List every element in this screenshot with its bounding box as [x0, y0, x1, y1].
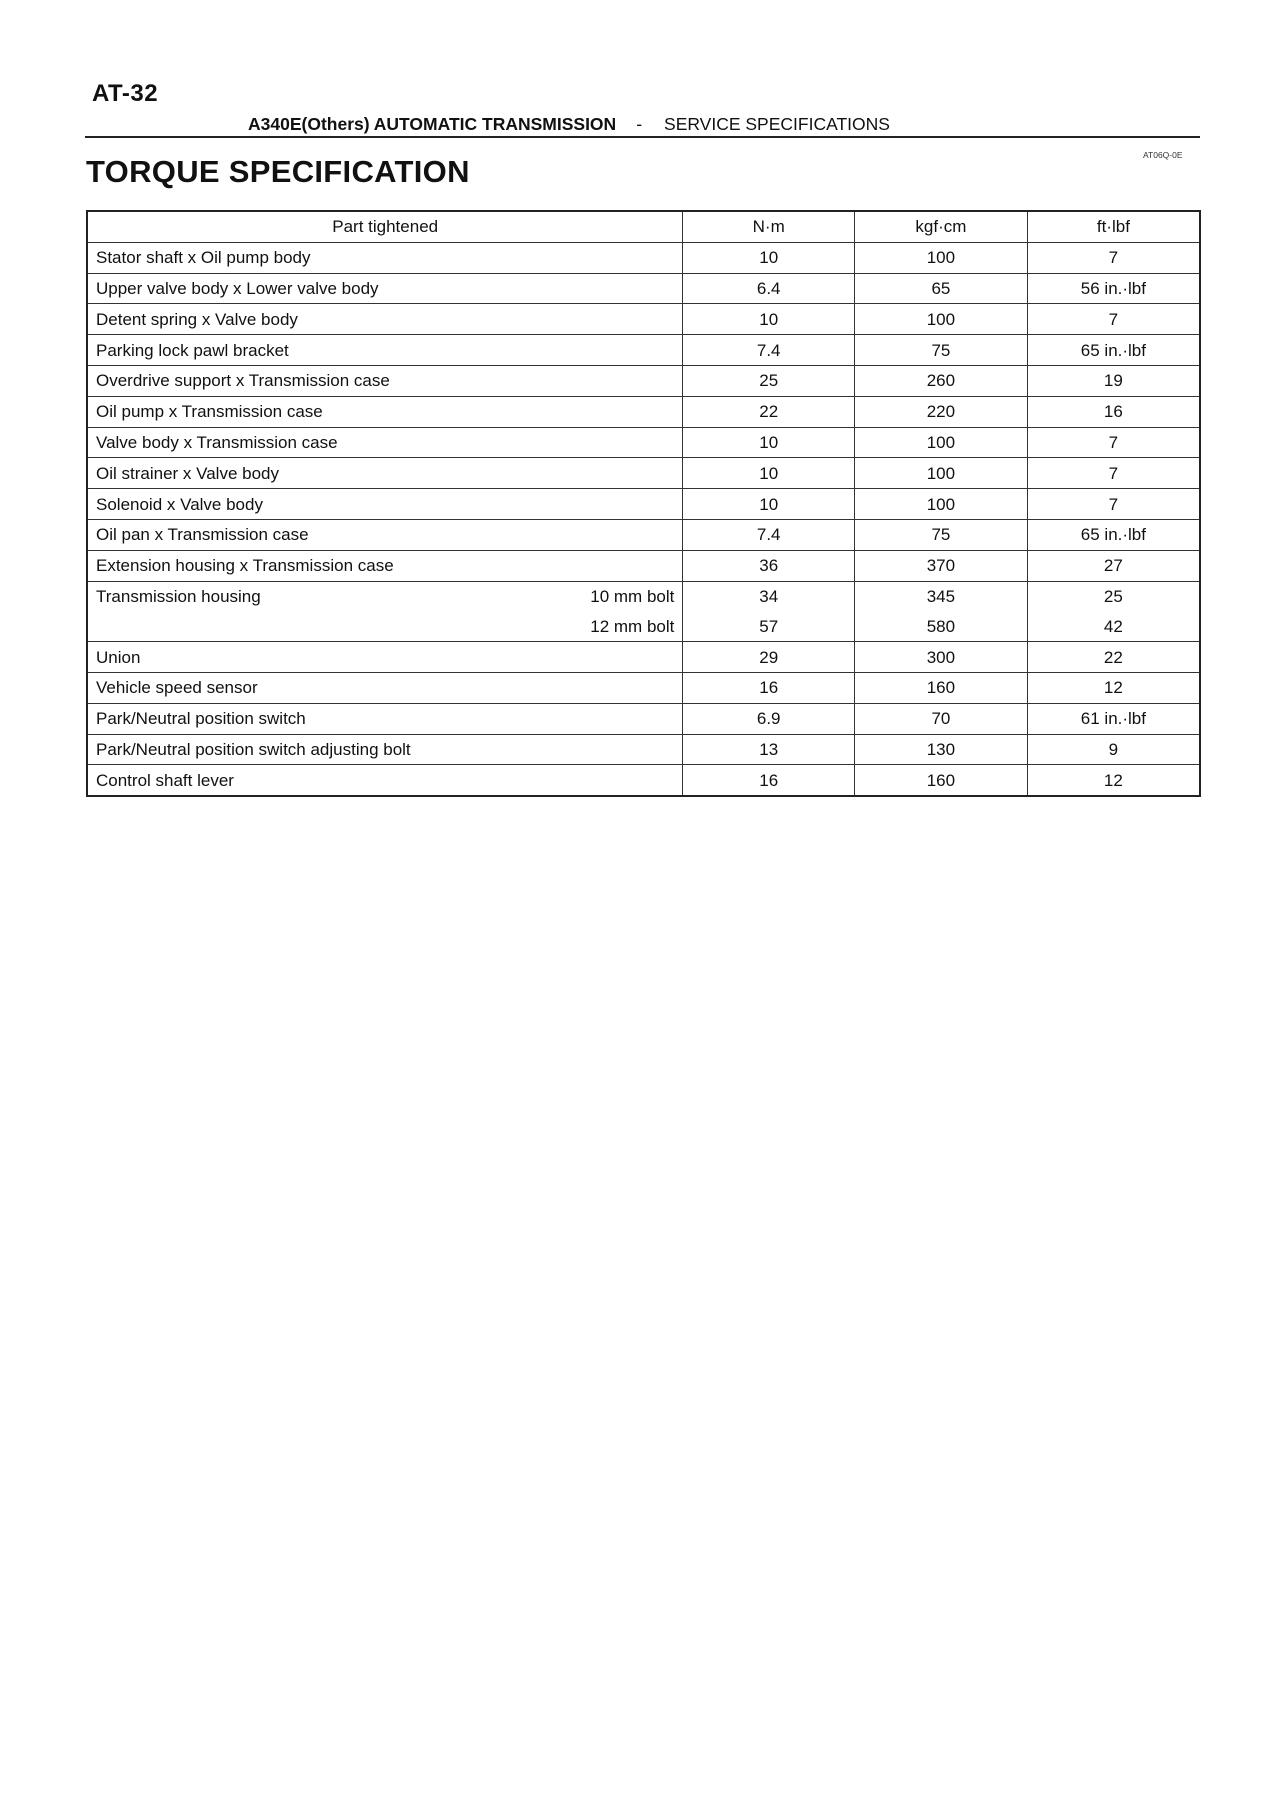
nm-cell: 10: [683, 489, 855, 520]
kgf-cell: 100: [855, 489, 1028, 520]
kgf-cell: 100: [855, 304, 1028, 335]
ft-cell: 56 in.·lbf: [1027, 273, 1200, 304]
table-row-transmission-housing-10mm: [87, 581, 1200, 611]
part-cell: [87, 581, 683, 611]
header-ft-lbf: ft·lbf: [1027, 211, 1200, 242]
part-split: [96, 588, 674, 605]
part-cell: Extension housing x Transmission case: [87, 550, 683, 581]
kgf-cell: 300: [855, 642, 1028, 673]
part-cell: Control shaft lever: [87, 765, 683, 796]
table-row: [87, 458, 1200, 489]
ft-cell: 27: [1027, 550, 1200, 581]
nm-cell: 7.4: [683, 335, 855, 366]
kgf-cell: 580: [855, 611, 1028, 641]
header-rule: [85, 136, 1200, 138]
part-cell: Vehicle speed sensor: [87, 672, 683, 703]
part-cell: Solenoid x Valve body: [87, 489, 683, 520]
nm-cell: 34: [683, 581, 855, 611]
nm-cell: 57: [683, 611, 855, 641]
ft-cell: 9: [1027, 734, 1200, 765]
part-cell: Detent spring x Valve body: [87, 304, 683, 335]
nm-cell: 10: [683, 427, 855, 458]
table-row: [87, 304, 1200, 335]
header-section: SERVICE SPECIFICATIONS: [664, 114, 890, 134]
ft-cell: 42: [1027, 611, 1200, 641]
header-part-tightened: Part tightened: [87, 211, 683, 242]
table-row: [87, 489, 1200, 520]
part-cell: Oil pan x Transmission case: [87, 519, 683, 550]
kgf-cell: 100: [855, 458, 1028, 489]
ft-cell: 16: [1027, 396, 1200, 427]
part-cell: Union: [87, 642, 683, 673]
kgf-cell: 370: [855, 550, 1028, 581]
table-row: [87, 273, 1200, 304]
nm-cell: 6.9: [683, 703, 855, 734]
table-row: [87, 672, 1200, 703]
kgf-cell: 100: [855, 427, 1028, 458]
header-nm: N·m: [683, 211, 855, 242]
kgf-cell: 260: [855, 365, 1028, 396]
ft-cell: 61 in.·lbf: [1027, 703, 1200, 734]
table-row: [87, 365, 1200, 396]
nm-cell: 36: [683, 550, 855, 581]
nm-cell: 10: [683, 458, 855, 489]
part-cell: Parking lock pawl bracket: [87, 335, 683, 366]
nm-cell: 10: [683, 242, 855, 273]
ft-cell: 7: [1027, 304, 1200, 335]
part-cell: Stator shaft x Oil pump body: [87, 242, 683, 273]
table-row: [87, 519, 1200, 550]
header-separator: -: [636, 114, 643, 134]
part-cell: Overdrive support x Transmission case: [87, 365, 683, 396]
table-row: [87, 396, 1200, 427]
table-row: [87, 703, 1200, 734]
ft-cell: 12: [1027, 672, 1200, 703]
part-cell: [87, 611, 683, 641]
part-cell: Oil pump x Transmission case: [87, 396, 683, 427]
kgf-cell: 70: [855, 703, 1028, 734]
torque-table: [86, 210, 1201, 797]
table-row: [87, 642, 1200, 673]
table-row: [87, 734, 1200, 765]
part-name: Transmission housing: [96, 586, 261, 606]
page-number: AT-32: [92, 80, 159, 107]
ft-cell: 7: [1027, 489, 1200, 520]
kgf-cell: 65: [855, 273, 1028, 304]
table-row: [87, 765, 1200, 796]
ft-cell: 22: [1027, 642, 1200, 673]
nm-cell: 29: [683, 642, 855, 673]
ft-cell: 19: [1027, 365, 1200, 396]
table-header-row: [87, 211, 1200, 242]
table-row: [87, 550, 1200, 581]
nm-cell: 10: [683, 304, 855, 335]
section-title: TORQUE SPECIFICATION: [86, 154, 470, 189]
kgf-cell: 345: [855, 581, 1028, 611]
part-cell: Valve body x Transmission case: [87, 427, 683, 458]
bolt-size: 10 mm bolt: [590, 586, 675, 606]
header-kgf-cm: kgf·cm: [855, 211, 1028, 242]
nm-cell: 13: [683, 734, 855, 765]
nm-cell: 6.4: [683, 273, 855, 304]
ft-cell: 7: [1027, 458, 1200, 489]
kgf-cell: 130: [855, 734, 1028, 765]
ft-cell: 25: [1027, 581, 1200, 611]
bolt-size: 12 mm bolt: [590, 616, 675, 636]
kgf-cell: 100: [855, 242, 1028, 273]
ft-cell: 12: [1027, 765, 1200, 796]
kgf-cell: 220: [855, 396, 1028, 427]
ft-cell: 65 in.·lbf: [1027, 519, 1200, 550]
part-cell: Oil strainer x Valve body: [87, 458, 683, 489]
ft-cell: 7: [1027, 427, 1200, 458]
doc-code: AT06Q-0E: [1143, 150, 1183, 160]
table-row: [87, 427, 1200, 458]
nm-cell: 16: [683, 765, 855, 796]
running-header: [248, 114, 890, 135]
header-model: A340E(Others) AUTOMATIC TRANSMISSION: [248, 114, 617, 134]
nm-cell: 16: [683, 672, 855, 703]
table-row: [87, 335, 1200, 366]
ft-cell: 65 in.·lbf: [1027, 335, 1200, 366]
part-split: [96, 618, 674, 635]
table-row-transmission-housing-12mm: [87, 611, 1200, 641]
kgf-cell: 160: [855, 672, 1028, 703]
table-row: [87, 242, 1200, 273]
part-cell: Upper valve body x Lower valve body: [87, 273, 683, 304]
part-cell: Park/Neutral position switch adjusting bolt: [87, 734, 683, 765]
kgf-cell: 75: [855, 519, 1028, 550]
kgf-cell: 75: [855, 335, 1028, 366]
ft-cell: 7: [1027, 242, 1200, 273]
nm-cell: 25: [683, 365, 855, 396]
nm-cell: 22: [683, 396, 855, 427]
kgf-cell: 160: [855, 765, 1028, 796]
part-cell: Park/Neutral position switch: [87, 703, 683, 734]
nm-cell: 7.4: [683, 519, 855, 550]
